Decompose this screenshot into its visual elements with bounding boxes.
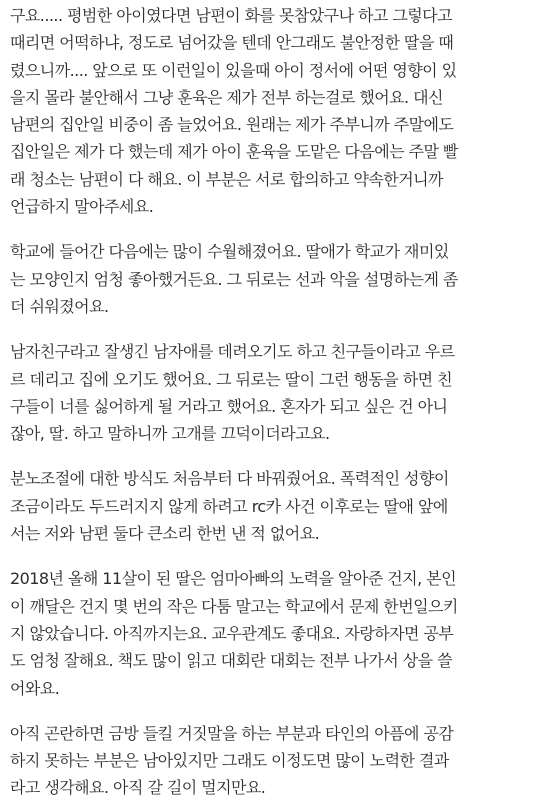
text-line: 구요..... 평범한 아이였다면 남편이 화를 못참았구나 하고 그렇다고 [10,6,452,25]
paragraph-gap [10,547,540,565]
paragraph-1 [10,2,540,220]
text-line: 아직 곤란하면 금방 들킬 거짓말을 하는 부분과 타인의 아픔에 공감 [10,723,454,743]
paragraph-gap [10,702,540,720]
text-line: 구들이 너를 싫어하게 될 거라고 했어요. 혼자가 되고 싶은 건 아니 [10,396,448,416]
text-line: 지 않았습니다. 아직까지는요. 교우관계도 좋대요. 자랑하자면 공부 [10,623,454,643]
text-line: 래 청소는 남편이 다 해요. 이 부분은 서로 합의하고 약속한거니까 [10,169,443,189]
text-line: 라고 생각해요. 아직 갈 길이 멀지만요. [10,778,266,798]
text-line: 이 깨달은 건지 몇 번의 작은 다툼 말고는 학교에서 문제 한번일으키 [10,596,458,616]
paragraph-gap [10,320,540,338]
text-line: 2018년 올해 11살이 된 딸은 엄마아빠의 노력을 알아준 건지, 본인 [10,569,456,589]
text-line: 남자친구라고 잘생긴 남자애를 데려오기도 하고 친구들이라고 우르 [10,342,455,362]
paragraph-4 [10,465,540,547]
text-line: 때리면 어떡하냐, 정도로 넘어갔을 텐데 안그래도 불안정한 딸을 때 [10,33,454,53]
text-line: 어와요. [10,678,60,698]
text-line: 분노조절에 대한 방식도 처음부터 다 바꿔줬어요. 폭력적인 성향이 [10,469,449,489]
paragraph-3 [10,338,540,447]
text-line: 남편의 집안일 비중이 좀 늘었어요. 원래는 제가 주부니까 주말에도 [10,115,454,135]
paragraph-5 [10,565,540,701]
text-line: 렸으니까.... 앞으로 또 이런일이 있을때 아이 정서에 어떤 영향이 있 [10,60,457,80]
text-line: 학교에 들어간 다음에는 많이 수월해졌어요. 딸애가 학교가 재미있 [10,242,449,262]
text-line: 을지 몰라 불안해서 그냥 훈육은 제가 전부 하는걸로 했어요. 대신 [10,87,443,107]
paragraph-2 [10,238,540,320]
text-line: 더 쉬워졌어요. [10,296,109,316]
text-line: 서는 저와 남편 둘다 큰소리 한번 낸 적 없어요. [10,524,320,544]
text-line: 집안일은 제가 다 했는데 제가 아이 훈육을 도맡은 다음에는 주말 빨 [10,142,458,162]
text-line: 언급하지 말아주세요. [10,197,154,217]
paragraph-gap [10,447,540,465]
text-line: 는 모양인지 엄청 좋아했거든요. 그 뒤로는 선과 악을 설명하는게 좀 [10,269,458,289]
text-line: 잖아, 딸. 하고 말하니까 고개를 끄덕이더라고요. [10,424,330,444]
text-line: 하지 못하는 부분은 남아있지만 그래도 이정도면 많이 노력한 결과 [10,751,449,771]
text-line: 조금이라도 두드러지지 않게 하려고 rc카 사건 이후로는 딸애 앞에 [10,496,448,516]
text-line: 르 데리고 집에 오기도 했어요. 그 뒤로는 딸이 그런 행동을 하면 친 [10,369,452,389]
text-line: 도 엄청 잘해요. 책도 많이 읽고 대회란 대회는 전부 나가서 상을 쓸 [10,651,452,671]
paragraph-6 [10,720,540,802]
paragraph-gap [10,220,540,238]
